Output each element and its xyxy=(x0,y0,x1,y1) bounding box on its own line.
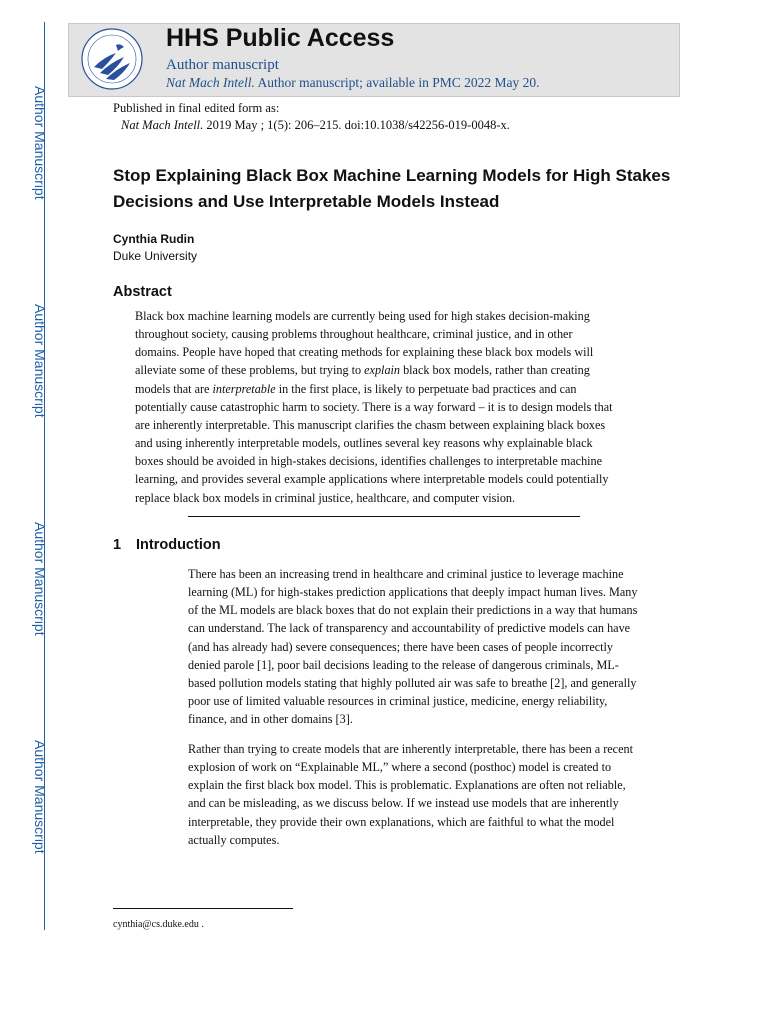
emphasis-interpretable: interpretable xyxy=(212,381,276,396)
abstract-line: learning, and provides several example applications where interpretable models could potentially xyxy=(135,472,609,487)
published-label: Published in final edited form as: xyxy=(113,101,280,115)
abstract-line xyxy=(135,380,635,398)
paragraph-line: actually computes. xyxy=(188,832,280,847)
side-label: Author Manuscript xyxy=(32,86,48,200)
section-title: Introduction xyxy=(136,537,221,553)
availability-line xyxy=(166,75,539,91)
author-manuscript-label: Author manuscript xyxy=(166,57,279,73)
intro-paragraph-2 xyxy=(188,740,662,849)
abstract-line xyxy=(135,361,635,379)
paragraph-line: denied parole [1], poor bail decisions leading to the release of dangerous criminals, ML- xyxy=(188,657,619,672)
abstract-line: throughout society, causing problems throughout healthcare, criminal justice, and in other xyxy=(135,327,573,342)
paragraph-line: can understand. The lack of transparency and accountability of predictive models can have xyxy=(188,621,631,636)
abstract-line: potentially cause catastrophic harm to society. There is a way forward – it is to design models that xyxy=(135,399,613,414)
paragraph-line: poor use of limited valuable resources in criminal justice, medicine, energy reliability, xyxy=(188,694,608,709)
published-citation xyxy=(113,100,510,134)
abstract-body xyxy=(135,307,635,507)
author-name: Cynthia Rudin xyxy=(113,232,195,246)
abstract-line: boxes should be avoided in high-stakes decisions, identifies challenges to interpretable machine xyxy=(135,454,603,469)
paragraph-line: interpretable, they provide their own explanations, which are faithful to what the model xyxy=(188,814,615,829)
side-label: Author Manuscript xyxy=(32,522,48,636)
side-label: Author Manuscript xyxy=(32,740,48,854)
hhs-eagle-logo-icon xyxy=(80,27,144,91)
section-heading xyxy=(113,537,221,553)
citation-details: 2019 May ; 1(5): 206–215. doi:10.1038/s42256-019-0048-x. xyxy=(203,118,510,132)
footnote-email: cynthia@cs.duke.edu . xyxy=(113,919,204,930)
abstract-line: replace black box models in criminal justice, healthcare, and computer vision. xyxy=(135,490,516,505)
paragraph-line: explain the first black box model. This is problematic. Explanations are often not reliable, xyxy=(188,778,626,793)
article-title: Stop Explaining Black Box Machine Learning Models for High Stakes Decisions and Use Interpretable Models Instead xyxy=(113,166,671,211)
abstract-text: alleviate some of these problems, but trying to xyxy=(135,363,365,378)
journal-name: Nat Mach Intell. xyxy=(166,75,255,90)
paragraph-line: and can be misleading, as we discuss below. If we instead use models that are inherently xyxy=(188,796,619,811)
section-number: 1 xyxy=(113,537,122,553)
footnote-rule xyxy=(113,908,293,909)
abstract-text: models that are xyxy=(135,381,213,396)
abstract-text: black box models, rather than creating xyxy=(400,363,590,378)
section-divider xyxy=(188,516,580,517)
abstract-line: are inherently interpretable. This manuscript clarifies the chasm between explaining black boxes xyxy=(135,417,606,432)
paragraph-line: based pollution models stating that highly polluted air was safe to breathe [2], and generally xyxy=(188,675,637,690)
abstract-line: and using inherently interpretable models, outlines several key reasons why explainable black xyxy=(135,436,593,451)
paragraph-line: finance, and in other domains [3]. xyxy=(188,712,353,727)
abstract-text: in the first place, is likely to perpetuate bad practices and can xyxy=(275,381,577,396)
paragraph-line: Rather than trying to create models that are inherently interpretable, there has been a recent xyxy=(188,742,633,756)
paragraph-line: There has been an increasing trend in healthcare and criminal justice to leverage machine xyxy=(188,567,624,581)
availability-text: Author manuscript; available in PMC 2022 May 20. xyxy=(254,75,540,90)
paragraph-line: explosion of work on “Explainable ML,” where a second (posthoc) model is created to xyxy=(188,760,612,775)
abstract-line: domains. People have hoped that creating methods for explaining these black box models will xyxy=(135,345,594,360)
abstract-heading: Abstract xyxy=(113,284,172,300)
citation-line xyxy=(113,117,510,134)
hhs-title: HHS Public Access xyxy=(166,24,395,52)
emphasis-explain: explain xyxy=(364,363,401,378)
paragraph-line: of the ML models are black boxes that do not explain their predictions in a way that humans xyxy=(188,603,638,618)
abstract-line: Black box machine learning models are currently being used for high stakes decision-making xyxy=(135,309,590,323)
intro-paragraph-1 xyxy=(188,565,662,728)
author-affiliation: Duke University xyxy=(113,249,198,263)
paragraph-line: (and has already had) severe consequences; there have been cases of people incorrectly xyxy=(188,639,613,654)
citation-journal: Nat Mach Intell. xyxy=(121,118,204,132)
side-label: Author Manuscript xyxy=(32,304,48,418)
paragraph-line: learning (ML) for high-stakes prediction applications that deeply impact human lives. Many xyxy=(188,585,638,600)
